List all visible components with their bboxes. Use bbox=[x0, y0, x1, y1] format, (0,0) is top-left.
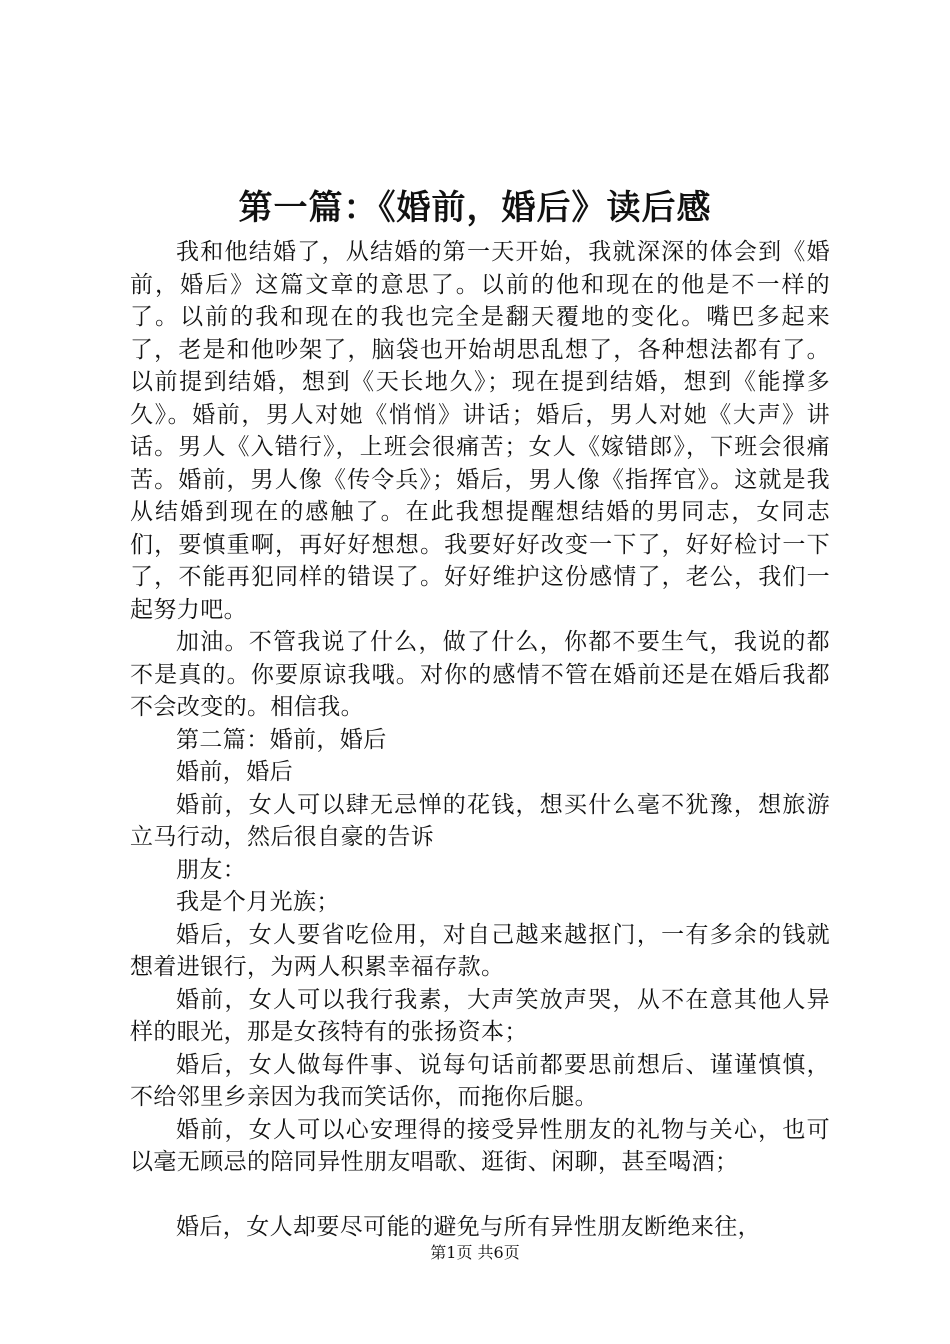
paragraph: 加油。不管我说了什么，做了什么，你都不要生气，我说的都不是真的。你要原谅我哦。对你的感情不管在婚前还是在婚后我都不会改变的。相信我。 bbox=[130, 629, 830, 720]
paragraph: 我和他结婚了，从结婚的第一天开始，我就深深的体会到《婚前，婚后》这篇文章的意思了。以前的他和现在的他是不一样的了。以前的我和现在的我也完全是翻天覆地的变化。嘴巴多起来了，老是和他吵架了，脑袋也开始胡思乱想了，各种想法都有了。以前提到结婚，想到《天长地久》；现在提到结婚，想到《能撑多久》。婚前，男人对她《悄悄》讲话；婚后，男人对她《大声》讲话。男人《入错行》，上班会很痛苦；女人《嫁错郎》，下班会很痛苦。婚前，男人像《传令兵》；婚后，男人像《指挥官》。这就是我从结婚到现在的感触了。在此我想提醒想结婚的男同志，女同志们，要慎重啊，再好好想想。我要好好改变一下了，好好检讨一下了，不能再犯同样的错误了。好好维护这份感情了，老公，我们一起努力吧。 bbox=[130, 239, 830, 623]
paragraph: 朋友： bbox=[176, 856, 247, 883]
paragraph: 婚后，女人却要尽可能的避免与所有异性朋友断绝来往， bbox=[176, 1213, 761, 1240]
document-title: 第一篇：《婚前，婚后》读后感 bbox=[238, 188, 712, 228]
paragraph: 婚后，女人做每件事、说每句话前都要思前想后、谨谨慎慎，不给邻里乡亲因为我而笑话你，而拖你后腿。 bbox=[130, 1051, 830, 1110]
paragraph: 婚后，女人要省吃俭用，对自己越来越抠门，一有多余的钱就想着进银行，为两人积累幸福存款。 bbox=[130, 921, 830, 980]
page-footer: 第1页 共6页 bbox=[430, 1243, 520, 1262]
section-heading: 第二篇：婚前，婚后 bbox=[176, 726, 387, 753]
paragraph: 婚前，女人可以肆无忌惮的花钱，想买什么毫不犹豫，想旅游立马行动，然后很自豪的告诉 bbox=[130, 791, 830, 850]
paragraph: 婚前，婚后 bbox=[176, 759, 293, 785]
paragraph: 我是个月光族； bbox=[176, 889, 340, 915]
document-body bbox=[130, 236, 830, 1243]
paragraph: 婚前，女人可以我行我素，大声笑放声哭，从不在意其他人异样的眼光，那是女孩特有的张扬资本； bbox=[130, 986, 830, 1045]
paragraph: 婚前，女人可以心安理得的接受异性朋友的礼物与关心，也可以毫无顾忌的陪同异性朋友唱歌、逛街、闲聊，甚至喝酒； bbox=[130, 1116, 830, 1175]
